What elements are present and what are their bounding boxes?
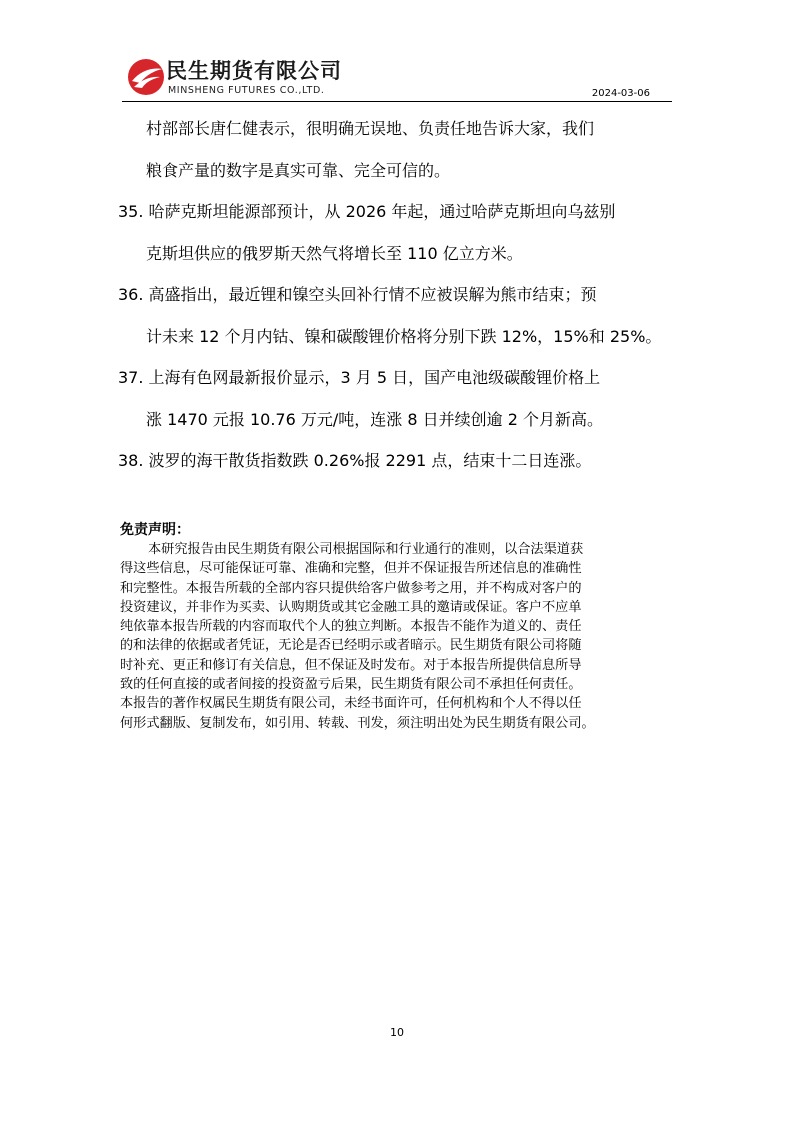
- text-line: 计未来 12 个月内钴、镍和碳酸锂价格将分别下跌 12%，15%和 25%。: [146, 326, 662, 346]
- disclaimer-line: 本报告的著作权属民生期货有限公司，未经书面许可，任何机构和个人不得以任: [120, 696, 582, 712]
- company-name-en: MINSHENG FUTURES CO.,LTD.: [168, 85, 325, 96]
- news-item-37: 37. 上海有色网最新报价显示，3 月 5 日，国产电池级碳酸锂价格上: [118, 368, 601, 387]
- disclaimer-line: 何形式翻版、复制发布，如引用、转载、刊发，须注明出处为民生期货有限公司。: [120, 715, 595, 731]
- disclaimer-line: 致的任何直接的或者间接的投资盈亏后果，民生期货有限公司不承担任何责任。: [120, 677, 582, 693]
- news-item-35: 35. 哈萨克斯坦能源部预计，从 2026 年起，通过哈萨克斯坦向乌兹别: [118, 202, 616, 221]
- page-header: [122, 55, 672, 103]
- report-date: 2024-03-06: [591, 88, 650, 99]
- text-line: 克斯坦供应的俄罗斯天然气将增长至 110 亿立方米。: [146, 243, 523, 263]
- disclaimer-section: [120, 520, 676, 733]
- company-name-cn: 民生期货有限公司: [166, 59, 342, 83]
- text-line: 涨 1470 元报 10.76 万元/吨，连涨 8 日并续创逾 2 个月新高。: [146, 409, 603, 429]
- text-line: 村部部长唐仁健表示，很明确无误地、负责任地告诉大家，我们: [146, 119, 595, 138]
- disclaimer-line: 投资建议，并非作为买卖、认购期货或其它金融工具的邀请或保证。客户不应单: [120, 599, 582, 615]
- news-items: [118, 108, 688, 482]
- text-line: 粮食产量的数字是真实可靠、完全可信的。: [146, 160, 451, 180]
- disclaimer-line: 的和法律的依据或者凭证，无论是否已经明示或者暗示。民生期货有限公司将随: [120, 638, 582, 654]
- header-divider: [122, 101, 672, 102]
- disclaimer-line: 时补充、更正和修订有关信息，但不保证及时发布。对于本报告所提供信息所导: [120, 657, 582, 673]
- disclaimer-title: 免责声明：: [120, 522, 190, 538]
- disclaimer-line: 纯依靠本报告所载的内容而取代个人的独立判断。本报告不能作为道义的、责任: [120, 619, 582, 635]
- minsheng-logo-icon: [126, 57, 166, 97]
- disclaimer-line: 得这些信息，尽可能保证可靠、准确和完整，但并不保证报告所述信息的准确性: [120, 561, 582, 577]
- news-item-38: 38. 波罗的海干散货指数跌 0.26%报 2291 点，结束十二日连涨。: [118, 451, 592, 470]
- news-item-36: 36. 高盛指出，最近锂和镍空头回补行情不应被误解为熊市结束；预: [118, 285, 597, 304]
- disclaimer-line: 本研究报告由民生期货有限公司根据国际和行业通行的准则，以合法渠道获: [148, 542, 584, 557]
- disclaimer-line: 和完整性。本报告所载的全部内容只提供给客户做参考之用，并不构成对客户的: [120, 580, 582, 596]
- page-number: 10: [390, 1026, 404, 1039]
